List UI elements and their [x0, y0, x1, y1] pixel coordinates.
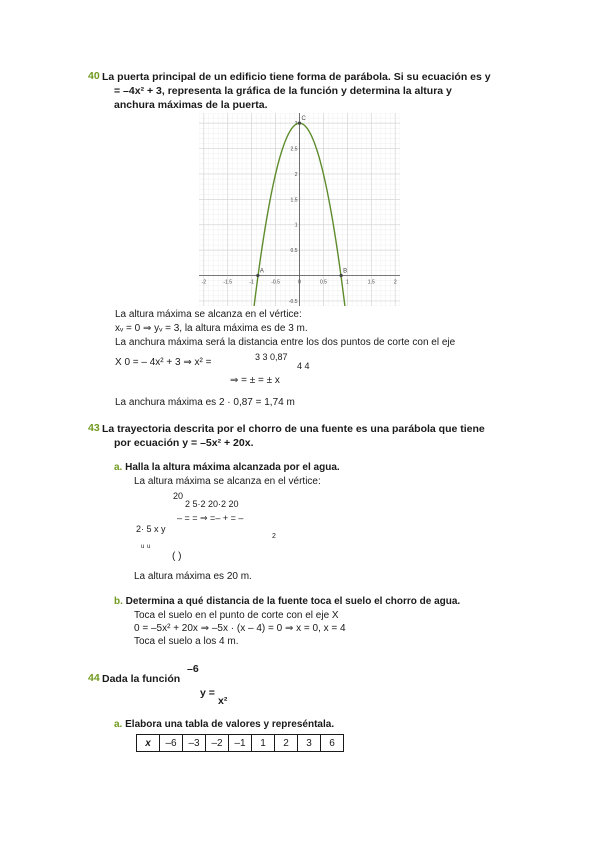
table-cell: 6 [321, 735, 344, 752]
q43-b-text: Determina a qué distancia de la fuente toca el suelo el chorro de agua. [125, 596, 461, 607]
q40-ans4: X 0 = – 4x² + 3 ⇒ x² = [115, 357, 212, 368]
x-tick-label: -0.5 [271, 279, 280, 286]
q43-a-label: a. [114, 462, 123, 473]
x-tick-label: -1.5 [223, 279, 233, 286]
q43-f7: ( ) [172, 551, 182, 562]
q40-line1: La puerta principal de un edificio tiene forma de parábola. Si su ecuación es y [102, 71, 491, 83]
point-label: A [259, 268, 264, 275]
q44-text: Dada la función [102, 673, 181, 685]
q43-b1: Toca el suelo en el punto de corte con el eje X [134, 610, 339, 621]
point-label: B [343, 268, 348, 275]
q44-number: 44 [88, 672, 100, 684]
x-tick-label: -2 [201, 279, 207, 286]
q40-line2: = –4x² + 3, representa la gráfica de la función y determina la altura y [114, 85, 452, 97]
q43-a1: La altura máxima se alcanza en el vértice: [134, 476, 321, 487]
q44-denom: x² [218, 695, 228, 707]
x-tick-label: -1 [249, 279, 254, 286]
table-cell: –3 [183, 735, 206, 752]
q40-ans3: La anchura máxima será la distancia entre los dos puntos de corte con el eje [115, 337, 456, 348]
y-tick-label: 0.5 [290, 248, 298, 255]
q43-f4: 2· 5 x y [136, 524, 166, 534]
y-tick-label: -0.5 [288, 298, 298, 305]
q43-a-text: Halla la altura máxima alcanzada por el agua. [125, 462, 340, 473]
q43-b-label: b. [114, 596, 123, 607]
q40-ans6: La anchura máxima es 2 · 0,87 = 1,74 m [115, 397, 295, 408]
q43-f6: ᵘ ᵘ [141, 542, 151, 552]
point-label: C [301, 116, 306, 123]
q43-f1: 20 [173, 491, 184, 501]
q43-a2: La altura máxima es 20 m. [134, 571, 252, 582]
x-tick-label: 2 [393, 279, 397, 286]
y-tick-label: 3 [294, 121, 298, 128]
q43-f5: 2 [272, 533, 276, 540]
table-cell: 3 [298, 735, 321, 752]
q43-b2: 0 = –5x² + 20x ⇒ –5x · (x – 4) = 0 ⇒ x = 0, x = 4 [134, 623, 346, 634]
table-cell: –1 [229, 735, 252, 752]
q40-ans4b: 3 3 0,87 [255, 352, 288, 362]
q44-a-text: Elabora una tabla de valores y represéntala. [125, 719, 335, 730]
y-tick-label: 2.5 [290, 146, 298, 153]
q43-number: 43 [88, 422, 100, 434]
x-tick-label: 1.5 [367, 279, 375, 286]
q40-line3: anchura máximas de la puerta. [114, 99, 268, 111]
table-cell: x [137, 735, 160, 752]
q43-b3: Toca el suelo a los 4 m. [134, 636, 239, 647]
q40-number: 40 [88, 70, 100, 82]
q40-ans2: xᵥ = 0 ⇒ yᵥ = 3, la altura máxima es de 3 m. [115, 323, 308, 334]
q44-exp: –6 [187, 663, 199, 675]
x-tick-label: 0.5 [319, 279, 327, 286]
x-tick-label: 1 [345, 279, 349, 286]
x-tick-label: 0 [298, 279, 301, 286]
y-tick-label: 1 [294, 222, 298, 229]
y-tick-label: 2 [294, 171, 298, 178]
table-cell: 2 [275, 735, 298, 752]
table-row [137, 735, 344, 752]
table-cell: 1 [252, 735, 275, 752]
table-cell: –6 [160, 735, 183, 752]
q44-y-eq: y = [200, 687, 215, 699]
q44-a-title [114, 719, 334, 730]
q43-f2: 2 5·2 20·2 20 [185, 499, 239, 509]
q43-b-title [114, 596, 460, 607]
q43-line1: La trayectoria descrita por el chorro de una fuente es una parábola que tiene [102, 423, 485, 435]
q40-ans1: La altura máxima se alcanza en el vértice: [115, 309, 302, 320]
parabola-chart [199, 113, 400, 306]
values-table [136, 734, 344, 752]
q43-f3: – = = ⇒ =– + = – [177, 513, 244, 523]
q43-a-title [114, 462, 340, 473]
table-cell: –2 [206, 735, 229, 752]
q40-ans4c: 4 4 [297, 361, 310, 371]
q40-ans5: ⇒ = ± = ± x [230, 375, 280, 386]
y-tick-label: 1.5 [290, 197, 298, 204]
q43-line2: por ecuación y = –5x² + 20x. [114, 437, 254, 449]
q44-a-label: a. [114, 719, 123, 730]
